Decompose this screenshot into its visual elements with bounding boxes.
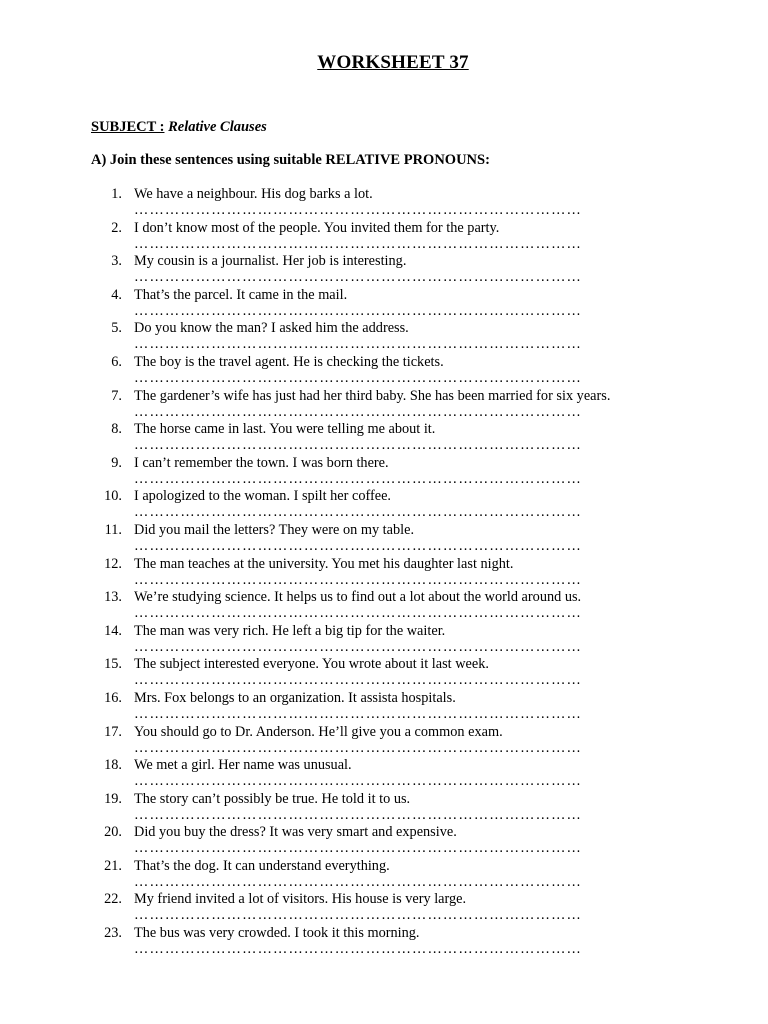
answer-line: …………………………………………………………………………… [134, 336, 582, 353]
exercise-item [0, 218, 768, 252]
answer-line: …………………………………………………………………………… [134, 672, 582, 689]
item-sentence: The boy is the travel agent. He is checking the tickets. [134, 353, 444, 370]
exercise-item [0, 755, 768, 789]
answer-line: …………………………………………………………………………… [134, 202, 582, 218]
item-sentence: The bus was very crowded. I took it this morning. [134, 925, 420, 942]
item-sentence: My friend invited a lot of visitors. His house is very large. [134, 891, 467, 908]
item-number: 23. [104, 925, 122, 942]
exercise-list [0, 184, 768, 957]
item-sentence: I apologized to the woman. I spilt her coffee. [134, 488, 391, 505]
exercise-item [0, 285, 768, 319]
item-sentence: The subject interested everyone. You wrote about it last week. [134, 656, 489, 673]
item-sentence: I don’t know most of the people. You invited them for the party. [134, 219, 500, 236]
item-sentence: Did you buy the dress? It was very smart and expensive. [134, 824, 457, 841]
exercise-item [0, 318, 768, 352]
exercise-item [0, 822, 768, 856]
answer-line: …………………………………………………………………………… [134, 907, 582, 924]
exercise-item [0, 654, 768, 688]
item-number: 15. [104, 656, 122, 673]
item-number: 18. [104, 757, 122, 774]
exercise-item [0, 688, 768, 722]
exercise-item [0, 789, 768, 823]
exercise-item [0, 520, 768, 554]
answer-line: …………………………………………………………………………… [134, 739, 582, 756]
item-sentence: Do you know the man? I asked him the address. [134, 320, 409, 337]
answer-line: …………………………………………………………………………… [134, 369, 582, 386]
answer-line: …………………………………………………………………………… [134, 571, 582, 588]
answer-line: …………………………………………………………………………… [134, 840, 582, 857]
item-sentence: The man was very rich. He left a big tip for the waiter. [134, 622, 446, 639]
item-number: 2. [111, 219, 122, 236]
item-number: 1. [111, 186, 122, 202]
answer-line: …………………………………………………………………………… [134, 605, 582, 622]
item-sentence: We have a neighbour. His dog barks a lot. [134, 186, 373, 202]
item-sentence: The horse came in last. You were telling me about it. [134, 421, 436, 438]
answer-line: …………………………………………………………………………… [134, 773, 582, 790]
exercise-item [0, 419, 768, 453]
exercise-item [0, 184, 768, 218]
item-number: 16. [104, 689, 122, 706]
item-sentence: That’s the parcel. It came in the mail. [134, 286, 348, 303]
subject-line [91, 119, 267, 136]
item-number: 6. [111, 353, 122, 370]
answer-line: …………………………………………………………………………… [134, 941, 582, 958]
exercise-item [0, 486, 768, 520]
answer-line: …………………………………………………………………………… [134, 504, 582, 521]
exercise-item [0, 856, 768, 890]
exercise-item [0, 386, 768, 420]
exercise-item [0, 621, 768, 655]
item-sentence: Did you mail the letters? They were on my table. [134, 521, 415, 538]
item-number: 8. [111, 421, 122, 438]
answer-line: …………………………………………………………………………… [134, 705, 582, 722]
item-sentence: The gardener’s wife has just had her third baby. She has been married for six years. [134, 387, 611, 404]
subject-value: Relative Clauses [168, 119, 267, 135]
item-sentence: The man teaches at the university. You met his daughter last night. [134, 555, 514, 572]
exercise-item [0, 923, 768, 957]
item-number: 4. [111, 286, 122, 303]
answer-line: …………………………………………………………………………… [134, 873, 582, 890]
answer-line: …………………………………………………………………………… [134, 638, 582, 655]
item-number: 10. [104, 488, 122, 505]
item-number: 3. [111, 253, 122, 270]
exercise-item [0, 889, 768, 923]
item-number: 14. [104, 622, 122, 639]
item-number: 21. [104, 857, 122, 874]
item-sentence: I can’t remember the town. I was born there. [134, 454, 389, 471]
item-number: 20. [104, 824, 122, 841]
item-sentence: My cousin is a journalist. Her job is interesting. [134, 253, 407, 270]
item-sentence: Mrs. Fox belongs to an organization. It assista hospitals. [134, 689, 456, 706]
exercise-item [0, 352, 768, 386]
answer-line: …………………………………………………………………………… [134, 537, 582, 554]
item-number: 7. [111, 387, 122, 404]
subject-label: SUBJECT : [91, 119, 165, 135]
item-number: 22. [104, 891, 122, 908]
item-number: 19. [104, 790, 122, 807]
item-number: 5. [111, 320, 122, 337]
answer-line: …………………………………………………………………………… [134, 302, 582, 319]
exercise-item [0, 453, 768, 487]
exercise-item [0, 554, 768, 588]
item-number: 17. [104, 723, 122, 740]
item-sentence: We’re studying science. It helps us to find out a lot about the world around us. [134, 589, 582, 606]
answer-line: …………………………………………………………………………… [134, 235, 582, 252]
item-number: 13. [104, 589, 122, 606]
exercise-item [0, 722, 768, 756]
answer-line: …………………………………………………………………………… [134, 470, 582, 487]
exercise-instruction: A) Join these sentences using suitable RELATIVE PRONOUNS: [91, 152, 490, 168]
answer-line: …………………………………………………………………………… [134, 437, 582, 454]
exercise-item [0, 251, 768, 285]
answer-line: …………………………………………………………………………… [134, 269, 582, 286]
item-sentence: That’s the dog. It can understand everything. [134, 857, 390, 874]
item-sentence: We met a girl. Her name was unusual. [134, 757, 352, 774]
exercise-item [0, 587, 768, 621]
answer-line: …………………………………………………………………………… [134, 806, 582, 823]
item-number: 11. [104, 521, 122, 538]
item-sentence: You should go to Dr. Anderson. He’ll give you a common exam. [134, 723, 503, 740]
item-sentence: The story can’t possibly be true. He told it to us. [134, 790, 411, 807]
item-number: 12. [104, 555, 122, 572]
worksheet-title: WORKSHEET 37 [317, 52, 469, 73]
item-number: 9. [111, 454, 122, 471]
answer-line: …………………………………………………………………………… [134, 403, 582, 420]
